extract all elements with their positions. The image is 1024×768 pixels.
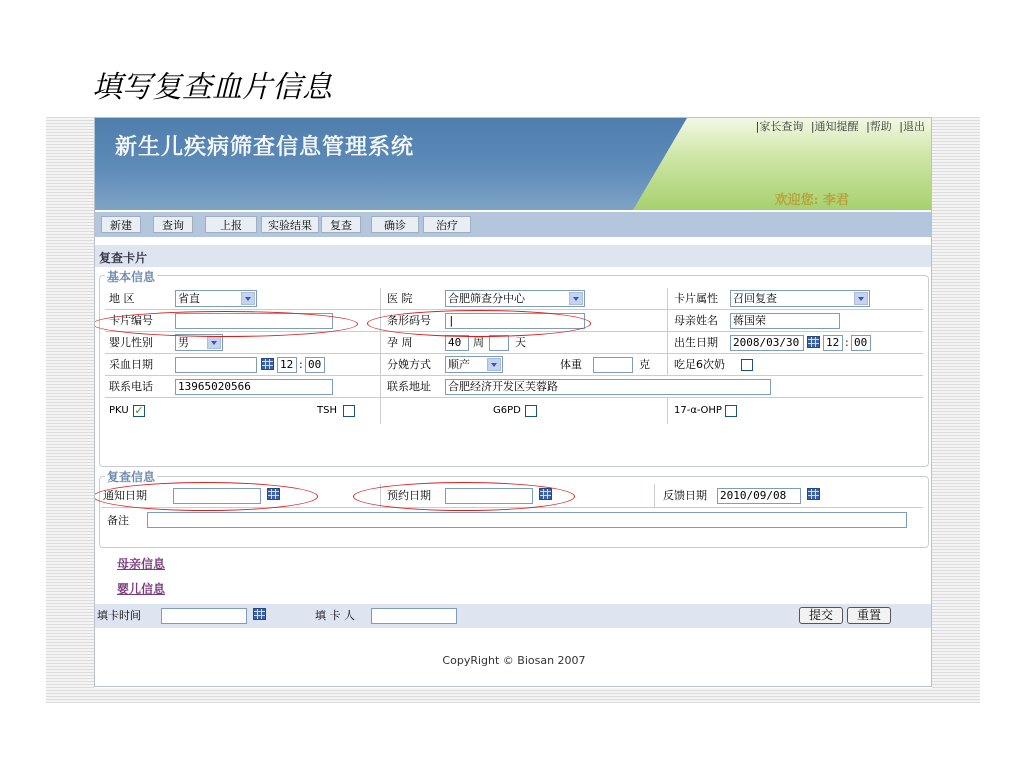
row-remark (101, 508, 923, 534)
menu-new[interactable]: 新建 (101, 216, 141, 233)
divider (380, 310, 381, 331)
section-header (95, 245, 932, 267)
menu-treatment[interactable]: 治疗 (423, 216, 471, 233)
barcode-input[interactable]: | (445, 313, 585, 329)
feedback-date-label: 反馈日期 (663, 489, 707, 502)
g6pd-checkbox[interactable] (525, 405, 537, 417)
sex-select[interactable] (175, 334, 223, 351)
tsh-checkbox[interactable] (343, 405, 355, 417)
menu-query[interactable]: 查询 (153, 216, 193, 233)
calendar-icon[interactable] (807, 336, 820, 348)
reset-button[interactable]: 重置 (847, 607, 891, 624)
feed-checkbox[interactable] (741, 359, 753, 371)
blood-date-label: 采血日期 (109, 358, 153, 371)
chevron-down-icon (487, 358, 501, 371)
gestation-weeks-input[interactable]: 40 (445, 335, 469, 351)
birth-date-label: 出生日期 (674, 336, 718, 349)
barcode-label: 条形码号 (387, 314, 431, 327)
app-window (94, 117, 932, 687)
baby-info-link[interactable]: 婴儿信息 (117, 582, 166, 596)
appoint-date-label: 预约日期 (387, 489, 431, 502)
row-region (105, 288, 923, 310)
divider (667, 398, 668, 424)
recheck-info-legend: 复查信息 (107, 470, 156, 484)
region-label: 地 区 (109, 292, 135, 305)
address-input[interactable]: 合肥经济开发区芙蓉路 (445, 379, 771, 395)
day-unit: 天 (515, 336, 526, 349)
divider (380, 398, 381, 424)
feed-label: 吃足6次奶 (674, 358, 725, 371)
delivery-select[interactable] (445, 356, 503, 373)
gestation-label: 孕 周 (387, 336, 413, 349)
link-help[interactable]: |帮助 (866, 120, 892, 133)
hospital-value: 合肥筛查分中心 (448, 292, 525, 305)
region-value: 省直 (178, 292, 200, 305)
calendar-icon[interactable] (539, 488, 552, 500)
pku-label: PKU (109, 405, 129, 416)
sex-label: 婴儿性别 (109, 336, 153, 349)
divider (654, 484, 655, 507)
link-notify[interactable]: |通知提醒 (810, 120, 859, 133)
blood-min-input[interactable]: 00 (305, 357, 325, 373)
row-sex (105, 332, 923, 354)
menu-confirm[interactable]: 确诊 (371, 216, 419, 233)
delivery-value: 顺产 (448, 358, 470, 371)
colon: : (845, 336, 849, 349)
divider (380, 484, 381, 507)
calendar-icon[interactable] (261, 358, 274, 370)
right-stripe (932, 117, 980, 703)
calendar-icon[interactable] (253, 608, 266, 620)
ohp-checkbox[interactable] (725, 405, 737, 417)
birth-date-input[interactable]: 2008/03/30 (730, 335, 804, 351)
weight-unit: 克 (639, 358, 650, 371)
copyright: CopyRight © Biosan 2007 (442, 654, 586, 667)
fill-time-label: 填卡时间 (97, 609, 141, 622)
calendar-icon[interactable] (807, 488, 820, 500)
chevron-down-icon (569, 292, 583, 305)
basic-info-legend: 基本信息 (107, 270, 156, 284)
remark-label: 备注 (107, 514, 129, 527)
link-parent-query[interactable]: |家长查询 (755, 120, 804, 133)
phone-input[interactable]: 13965020566 (175, 379, 333, 395)
notify-date-label: 通知日期 (103, 489, 147, 502)
g6pd-label: G6PD (493, 405, 521, 416)
sex-value: 男 (178, 336, 189, 349)
blood-date-input[interactable] (175, 357, 257, 373)
divider (667, 288, 668, 309)
address-label: 联系地址 (387, 380, 431, 393)
section-title: 复查卡片 (99, 251, 148, 265)
slide-title: 填写复查血片信息 (92, 70, 332, 105)
row-phone (105, 376, 923, 398)
colon: : (299, 358, 303, 371)
appoint-date-input[interactable] (445, 488, 533, 504)
fill-time-input[interactable] (161, 608, 247, 624)
divider (667, 310, 668, 331)
tsh-label: TSH (317, 405, 337, 416)
feedback-date-input[interactable]: 2010/09/08 (717, 488, 801, 504)
row-blood-date (105, 354, 923, 376)
left-stripe (46, 117, 94, 703)
menu-lab-results[interactable]: 实验结果 (261, 216, 319, 233)
filler-input[interactable] (371, 608, 457, 624)
hospital-label: 医 院 (387, 292, 413, 305)
ohp-label: 17-α-OHP (674, 405, 722, 416)
birth-hour-input[interactable]: 12 (823, 335, 843, 351)
card-no-input[interactable] (175, 313, 333, 329)
submit-button[interactable]: 提交 (799, 607, 843, 624)
mother-name-input[interactable]: 蒋国荣 (730, 313, 840, 329)
mother-info-link[interactable]: 母亲信息 (117, 557, 166, 571)
link-logout[interactable]: |退出 (899, 120, 925, 133)
footer-bar (95, 604, 932, 628)
top-links (752, 118, 925, 134)
week-unit: 周 (473, 336, 484, 349)
row-recheck-dates (101, 484, 923, 508)
card-no-label: 卡片编号 (109, 314, 153, 327)
divider (380, 332, 381, 353)
menu-recheck[interactable]: 复查 (321, 216, 361, 233)
card-attr-value: 召回复查 (733, 292, 777, 305)
menu-report[interactable]: 上报 (205, 216, 257, 233)
header-banner (95, 118, 932, 210)
system-title: 新生儿疾病筛查信息管理系统 (115, 134, 415, 160)
notify-date-input[interactable] (173, 488, 261, 504)
remark-input[interactable] (147, 512, 907, 528)
divider (667, 332, 668, 353)
bottom-stripe (46, 688, 980, 703)
card-attr-select[interactable] (730, 290, 870, 307)
welcome-text: 欢迎您: 李君 (774, 193, 849, 208)
birth-min-input[interactable]: 00 (851, 335, 871, 351)
chevron-down-icon (207, 336, 221, 349)
blood-hour-input[interactable]: 12 (277, 357, 297, 373)
delivery-label: 分娩方式 (387, 358, 431, 371)
weight-label: 体重 (560, 358, 582, 371)
divider (380, 288, 381, 309)
phone-label: 联系电话 (109, 380, 153, 393)
chevron-down-icon (241, 292, 255, 305)
weight-input[interactable] (593, 357, 633, 373)
region-select[interactable] (175, 290, 257, 307)
pku-checkbox[interactable]: ✓ (134, 404, 144, 417)
mother-name-label: 母亲姓名 (674, 314, 718, 327)
divider (380, 376, 381, 397)
divider (667, 354, 668, 375)
row-tests (105, 398, 923, 424)
divider (380, 354, 381, 375)
calendar-icon[interactable] (267, 488, 280, 500)
card-attr-label: 卡片属性 (674, 292, 718, 305)
chevron-down-icon (854, 292, 868, 305)
filler-label: 填 卡 人 (315, 609, 355, 622)
hospital-select[interactable] (445, 290, 585, 307)
gestation-days-input[interactable] (489, 335, 509, 351)
row-card-no (105, 310, 923, 332)
menu-bar (95, 212, 932, 237)
